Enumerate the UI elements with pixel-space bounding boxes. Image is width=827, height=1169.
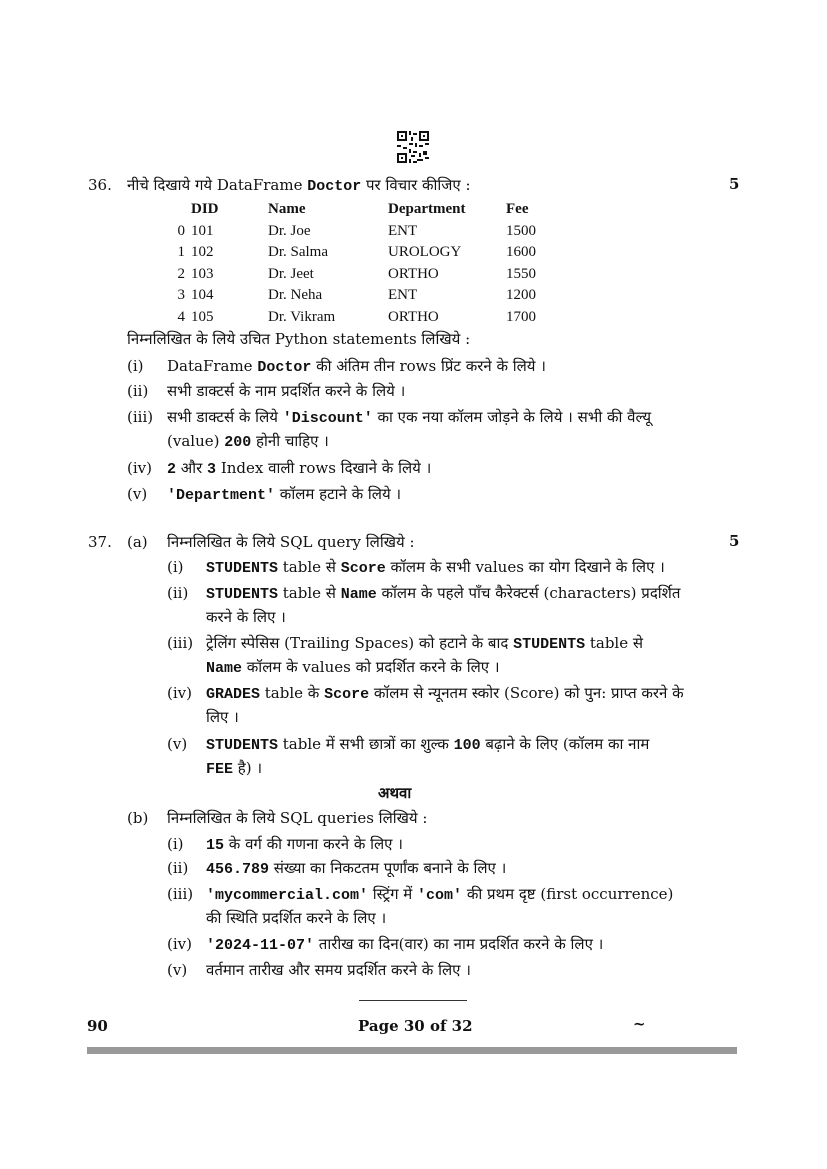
- table-cell: Dr. Neha: [268, 287, 323, 304]
- footer-bar: [87, 1047, 737, 1054]
- table-cell: 101: [191, 222, 214, 239]
- item-text: के वर्ग की गणना करने के लिए ।: [224, 835, 403, 853]
- footer-divider: [359, 1000, 467, 1001]
- q37a-item-label: (iv): [167, 684, 192, 702]
- item-code: STUDENTS: [206, 737, 279, 754]
- q37a-item-text-line2: लिए ।: [206, 708, 239, 726]
- q37b-item-text: वर्तमान तारीख और समय प्रदर्शित करने के लिए ।: [206, 961, 471, 979]
- item-code: STUDENTS: [206, 586, 279, 603]
- q36-item-text-line2: [167, 431, 329, 453]
- q36-item-text: [167, 407, 651, 429]
- item-code: Score: [340, 560, 386, 577]
- q37b-item-label: (iii): [167, 885, 194, 903]
- item-text: कॉलम हटाने के लिये ।: [275, 485, 402, 503]
- table-header-row: [153, 199, 566, 221]
- q37b-item-text: [206, 834, 403, 856]
- item-code: 3: [207, 461, 217, 478]
- table-row: [153, 242, 566, 264]
- q36-item-text: सभी डाक्टर्स के नाम प्रदर्शित करने के लिये ।: [167, 382, 406, 400]
- item-text: कॉलम के values को प्रदर्शित करने के लिए ।: [242, 658, 500, 676]
- q37-part-b-label: (b): [127, 809, 149, 827]
- item-code: 456.789: [206, 861, 270, 878]
- q37b-item-text: [206, 858, 506, 880]
- table-row: [153, 221, 566, 243]
- q36-item-label: (v): [127, 485, 148, 503]
- table-cell: ORTHO: [388, 265, 439, 282]
- table-cell: 104: [191, 287, 214, 304]
- footer-code: 90: [87, 1017, 108, 1035]
- q37b-item-text-line2: की स्थिति प्रदर्शित करने के लिए ।: [206, 909, 387, 927]
- footer-page-number: Page 30 of 32: [358, 1017, 473, 1035]
- table-cell: 2: [177, 265, 185, 282]
- qr-code: [397, 131, 429, 163]
- item-text: का एक नया कॉलम जोड़ने के लिये । सभी की वैल्यू: [372, 408, 652, 426]
- item-text: table में सभी छात्रों का शुल्क: [278, 735, 454, 753]
- q37-part-a-label: (a): [127, 533, 148, 551]
- q37a-item-text-line2: [206, 657, 500, 679]
- or-divider-text: अथवा: [378, 784, 412, 802]
- q36-item-text: [167, 458, 431, 480]
- q36-item-label: (i): [127, 357, 144, 375]
- q37b-item-text: [206, 884, 673, 906]
- item-code: GRADES: [206, 686, 261, 703]
- item-text: Index वाली rows दिखाने के लिये ।: [216, 459, 432, 477]
- item-code: '2024-11-07': [206, 937, 315, 954]
- table-cell: 1550: [506, 265, 536, 282]
- q37-marks: 5: [729, 532, 740, 550]
- item-code: FEE: [206, 761, 234, 778]
- item-code: Name: [340, 586, 377, 603]
- q37-part-a-intro: निम्नलिखित के लिये SQL query लिखिये :: [167, 533, 415, 551]
- item-text: DataFrame: [167, 357, 258, 375]
- item-code: Doctor: [257, 359, 312, 376]
- table-cell: 1500: [506, 222, 536, 239]
- q37b-item-label: (ii): [167, 859, 189, 877]
- table-row: [153, 285, 566, 307]
- table-row: [153, 307, 566, 329]
- item-text: table से: [278, 558, 341, 576]
- item-text: होनी चाहिए ।: [251, 432, 329, 450]
- q36-item-label: (ii): [127, 382, 149, 400]
- table-cell: UROLOGY: [388, 244, 462, 261]
- item-text: ट्रेलिंग स्पेसिस (Trailing Spaces) को हटाने के बाद: [206, 634, 514, 652]
- q36-instruction: निम्नलिखित के लिये उचित Python statements लिखिये :: [127, 330, 471, 348]
- table-cell: 105: [191, 308, 214, 325]
- item-code: 'com': [417, 887, 463, 904]
- q37a-item-text: [206, 633, 643, 655]
- table-cell: 102: [191, 244, 214, 261]
- item-text: की अंतिम तीन rows प्रिंट करने के लिये ।: [311, 357, 546, 375]
- table-cell: 0: [177, 222, 185, 239]
- item-code: 100: [453, 737, 481, 754]
- table-cell: 1: [177, 244, 185, 261]
- table-header-cell: Department: [388, 201, 466, 218]
- table-cell: ENT: [388, 287, 418, 304]
- item-text: है) ।: [233, 759, 263, 777]
- q37-part-b-intro: निम्नलिखित के लिये SQL queries लिखिये :: [167, 809, 428, 827]
- item-text: सभी डाक्टर्स के लिये: [167, 408, 283, 426]
- table-cell: Dr. Jeet: [268, 265, 314, 282]
- q37-number: 37.: [88, 533, 112, 551]
- q36-intro: [127, 175, 471, 197]
- table-cell: ORTHO: [388, 308, 439, 325]
- q36-intro-text: नीचे दिखाये गये DataFrame: [127, 176, 308, 194]
- item-text: table से: [278, 584, 341, 602]
- q37b-item-label: (iv): [167, 935, 192, 953]
- table-row: [153, 264, 566, 286]
- item-text: संख्या का निकटतम पूर्णांक बनाने के लिए ।: [269, 859, 507, 877]
- q36-number: 36.: [88, 176, 112, 194]
- item-text: कॉलम के सभी values का योग दिखाने के लिए ।: [385, 558, 665, 576]
- item-code: 15: [206, 837, 225, 854]
- table-header-cell: Name: [268, 201, 306, 218]
- table-cell: 103: [191, 265, 214, 282]
- q36-item-label: (iii): [127, 408, 154, 426]
- table-cell: 1200: [506, 287, 536, 304]
- q37a-item-text: [206, 734, 649, 756]
- item-text: कॉलम के पहले पाँच कैरेक्टर्स (characters) प्रदर्शित: [376, 584, 681, 602]
- table-cell: 1700: [506, 308, 536, 325]
- q37a-item-text: [206, 683, 684, 705]
- item-text: और: [176, 459, 208, 477]
- footer-mark: ~: [633, 1015, 646, 1033]
- item-code: STUDENTS: [513, 636, 586, 653]
- table-cell: Dr. Salma: [268, 244, 328, 261]
- item-code: 'Discount': [282, 410, 373, 427]
- table-cell: Dr. Vikram: [268, 308, 336, 325]
- item-code: Score: [324, 686, 370, 703]
- doctor-dataframe-table: [153, 199, 566, 328]
- item-text: कॉलम से न्यूनतम स्कोर (Score) को पुन: प्राप्त करने के: [369, 684, 684, 702]
- q36-item-label: (iv): [127, 459, 152, 477]
- q37a-item-label: (ii): [167, 584, 189, 602]
- q37b-item-label: (v): [167, 961, 188, 979]
- q36-item-text: [167, 484, 401, 506]
- q37b-item-text: [206, 934, 603, 956]
- item-text: स्ट्रिंग में: [368, 885, 418, 903]
- item-text: तारीख का दिन(वार) का नाम प्रदर्शित करने के लिए ।: [314, 935, 604, 953]
- table-header-cell: Fee: [506, 201, 529, 218]
- q36-intro-code: Doctor: [307, 178, 362, 195]
- item-code: 'mycommercial.com': [206, 887, 369, 904]
- item-text: table से: [585, 634, 644, 652]
- table-cell: Dr. Joe: [268, 222, 311, 239]
- q37a-item-text: [206, 557, 665, 579]
- item-code: 'Department': [167, 487, 276, 504]
- table-header-cell: DID: [191, 201, 219, 218]
- q36-marks: 5: [729, 175, 740, 193]
- q37a-item-text-line2: करने के लिए ।: [206, 608, 286, 626]
- table-header-cell: [153, 199, 191, 221]
- q37a-item-text: [206, 583, 680, 605]
- item-code: Name: [206, 660, 243, 677]
- q36-intro-text-2: पर विचार कीजिए :: [361, 176, 471, 194]
- table-cell: 4: [177, 308, 185, 325]
- q37b-item-label: (i): [167, 835, 184, 853]
- item-code: STUDENTS: [206, 560, 279, 577]
- table-cell: 3: [177, 287, 185, 304]
- q37a-item-label: (iii): [167, 634, 194, 652]
- item-text: (value): [167, 432, 225, 450]
- table-cell: ENT: [388, 222, 418, 239]
- item-text: table के: [260, 684, 325, 702]
- item-text: बढ़ाने के लिए (कॉलम का नाम: [480, 735, 650, 753]
- q37a-item-text-line2: [206, 758, 262, 780]
- item-code: 200: [224, 434, 252, 451]
- q37a-item-label: (i): [167, 558, 184, 576]
- item-code: 2: [167, 461, 177, 478]
- item-text: की प्रथम दृष्ट (first occurrence): [462, 885, 674, 903]
- table-cell: 1600: [506, 244, 536, 261]
- q36-item-text: [167, 356, 546, 378]
- q37a-item-label: (v): [167, 735, 188, 753]
